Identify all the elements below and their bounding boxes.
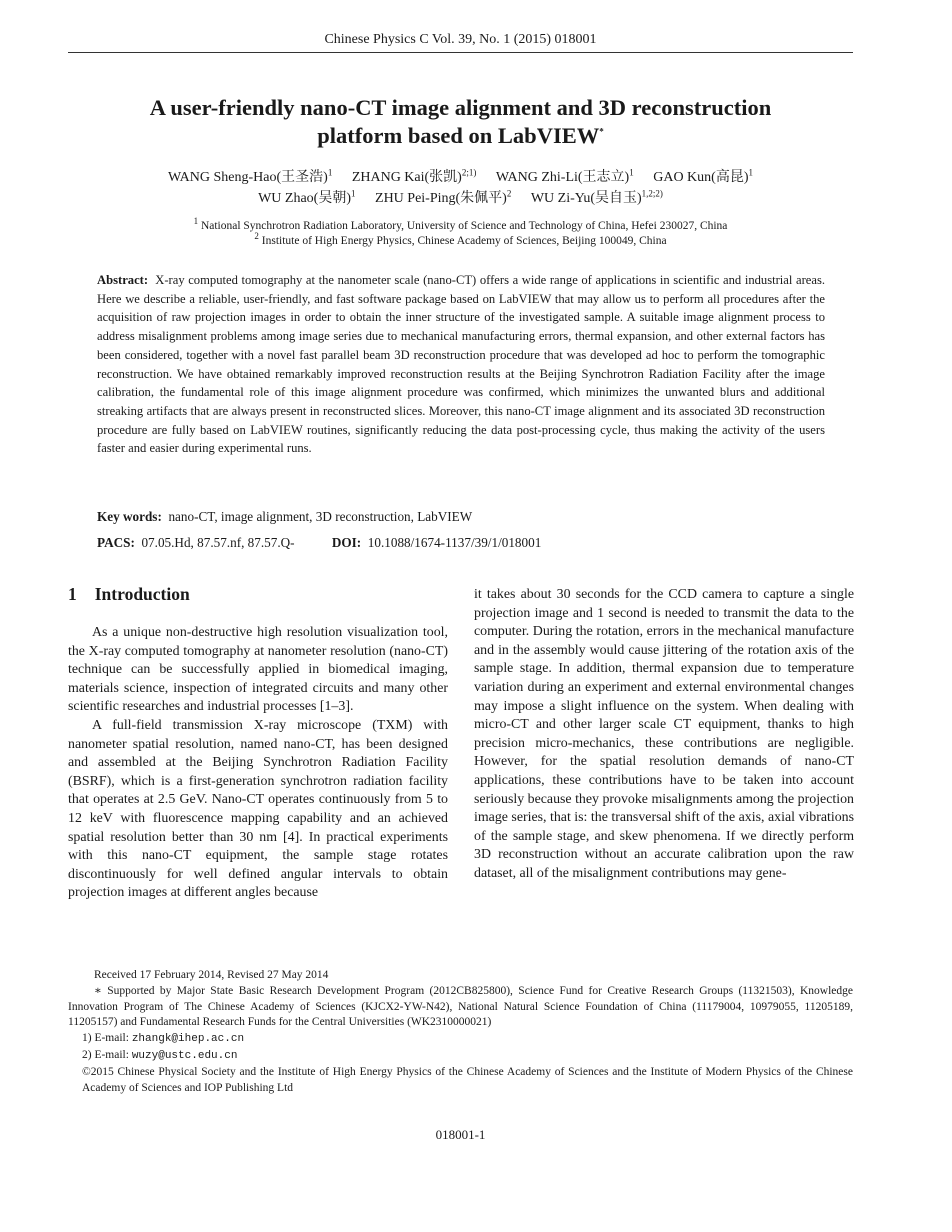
affiliations [68,216,853,249]
footnote-received: Received 17 February 2014, Revised 27 May 2014 [94,969,329,981]
keywords-label: Key words: [97,509,162,524]
author-row-2 [68,188,853,209]
author-affil-mark: 2 [506,188,512,199]
author-affil-mark: 1 [327,167,333,178]
doi-link[interactable]: 10.1088/1674-1137/39/1/018001 [367,535,542,550]
author-name: GAO Kun(高昆) [653,170,749,185]
author-row-1 [68,167,853,188]
title-line-2-text: platform based on LabVIEW [317,123,600,148]
author-affil-mark: 1 [629,167,634,178]
affiliation [68,231,853,249]
pacs-codes: 07.05.Hd, 87.57.nf, 87.57.Q- [141,535,295,550]
body-paragraph: A full-field transmission X-ray microscope (TXM) with nanometer spatial resolution, named nano-CT, has been designed and assembled at the Beijing Synchrotron Radiation Facility (BSRF), which is a first-generation synchrotron radiation facility that operates at 2.5 GeV. Nano-CT operates continuously from 5 to 12 keV with fluorescence mapping capability and an achieved spatial resolution better than 30 nm [4]. In practical experiments with this nano-CT equipment, the sample stage rotates discontinuously for well defined angular intervals to obtain projection images at different angles because [68,717,448,901]
author [351,167,477,185]
author-affil-mark: 2;1) [461,167,477,178]
author-affil-mark: 1,2;2) [641,188,663,199]
author [530,188,663,206]
author-name: WU Zhao(吴朝) [258,191,352,206]
left-column [68,624,448,903]
title-line-1: A user-friendly nano-CT image alignment and 3D reconstruction [149,95,772,120]
section-number: 1 [68,584,77,604]
keywords [97,509,825,525]
body-paragraph: As a unique non-destructive high resolution visualization tool, the X-ray computed tomography at nanometer resolution (nano-CT) technique can be successfully applied in biomedical imaging, materials science, inspection of integrated circuits and many other scientific researches and industrial processes [1–3]. [68,625,448,715]
author-name: ZHANG Kai(张凯) [351,170,462,185]
author [653,167,753,185]
email-label: 1) E-mail: [82,1032,129,1045]
affiliation-text: National Synchrotron Radiation Laboratory, University of Science and Technology of China, Hefei 230027, China [200,220,728,232]
running-head: Chinese Physics C Vol. 39, No. 1 (2015) 018001 [324,32,597,47]
author [375,188,512,206]
author-name: WANG Sheng-Hao(王圣浩) [168,170,328,185]
email-label: 2) E-mail: [82,1048,129,1061]
abstract-text: X-ray computed tomography at the nanometer scale (nano-CT) offers a wide range of applications in scientific and industrial areas. Here we describe a reliable, user-friendly, and fast software package based on LabVIEW that may allow us to perform all procedures after the acquisition of raw projection images in order to obtain the inner structure of the investigated sample. A suitable image alignment process to address misalignment problems among image series due to mechanical manufacturing errors, thermal expansion, and other external factors has been considered, together with a novel fast parallel beam 3D reconstruction procedure that was developed ad hoc to perform the tomographic reconstruction. We have obtained remarkably improved reconstruction results at the Beijing Synchrotron Radiation Facility after the image calibration, the fundamental role of this image alignment procedure was confirmed, which minimizes the unwanted blurs and additional streaking artifacts that are always present in reconstructed slices. Moreover, this nano-CT image alignment and its associated 3D reconstruction procedure are fully based on LabVIEW routines, significantly reducing the data post-processing cycle, thus making the activity of the users faster and easier during experimental runs. [97,273,826,456]
author [168,167,333,185]
footnotes [68,968,853,1096]
email-link[interactable]: zhangk@ihep.ac.cn [131,1033,245,1046]
right-column [474,586,854,884]
keywords-text: nano-CT, image alignment, 3D reconstruction, LabVIEW [168,509,473,524]
author-list [68,167,853,209]
body-paragraph: it takes about 30 seconds for the CCD camera to capture a single projection image and 1 second is needed to transmit the data to the computer. During the rotation, errors in the mechanical manufacture and in the assembly would cause jittering of the rotation axis of the sample stage. In addition, thermal expansion due to temperature variation during an experiment and external environmental changes may impose a slight influence on the system. When dealing with micro-CT and other larger scale CT equipment, thanks to high precision micro-mechanics, these contributions are negligible. However, for the spatial resolution demands of nano-CT applications, these contributions have to be taken into account seriously because they provoke misalignments among the projection image series, that is: the transversal shift of the axis, axial vibrations of the sample stage, and skew phenomena. If we directly perform 3D reconstruction without an accurate calibration upon the raw dataset, all of the misalignment contributions may gene- [474,587,854,881]
section-title: Introduction [94,584,190,604]
title-footnote-mark: * [599,126,604,137]
title-line-2 [68,122,853,150]
pacs-label: PACS: [97,535,135,550]
footnote-copyright: ©2015 Chinese Physical Society and the Institute of High Energy Physics of the Chinese Academy of Sciences and the Institute of Modern Physics of the Chinese Academy of Sciences and IOP Publishing Ltd [82,1065,853,1094]
footnote-email-2 [68,1048,853,1065]
pacs-doi-line [97,535,825,551]
header-rule [68,52,853,53]
author-name: WU Zi-Yu(吴自玉) [530,191,642,206]
doi-label: DOI: [331,535,362,550]
author [495,167,634,185]
affiliation-mark: 1 [193,216,199,227]
affiliation-text: Institute of High Energy Physics, Chinese Academy of Sciences, Beijing 100049, China [261,235,667,247]
abstract-label: Abstract: [97,273,149,287]
author [258,188,356,206]
abstract [97,271,825,458]
section-heading [68,584,190,605]
email-link[interactable]: wuzy@ustc.edu.cn [131,1049,238,1062]
footnote-support: ∗ Supported by Major State Basic Research Development Program (2012CB825800), Science Fund for Creative Research Groups (11321503), Knowledge Innovation Program of The Chinese Academy of Sciences (KJCX2-YW-N42), National Natural Science Foundation of China (11179004, 10979055, 11205189, 11205157) and Fundamental Research Funds for the Central Universities (WK2310000021) [68,984,853,1029]
author-affil-mark: 1 [351,188,356,199]
author-name: WANG Zhi-Li(王志立) [495,170,630,185]
affiliation [68,216,853,234]
paper-title [68,94,853,150]
page-number: 018001-1 [435,1127,486,1142]
author-affil-mark: 1 [748,167,753,178]
footnote-email-1 [68,1031,853,1048]
affiliation-mark: 2 [254,231,259,242]
author-name: ZHU Pei-Ping(朱佩平) [375,191,507,206]
